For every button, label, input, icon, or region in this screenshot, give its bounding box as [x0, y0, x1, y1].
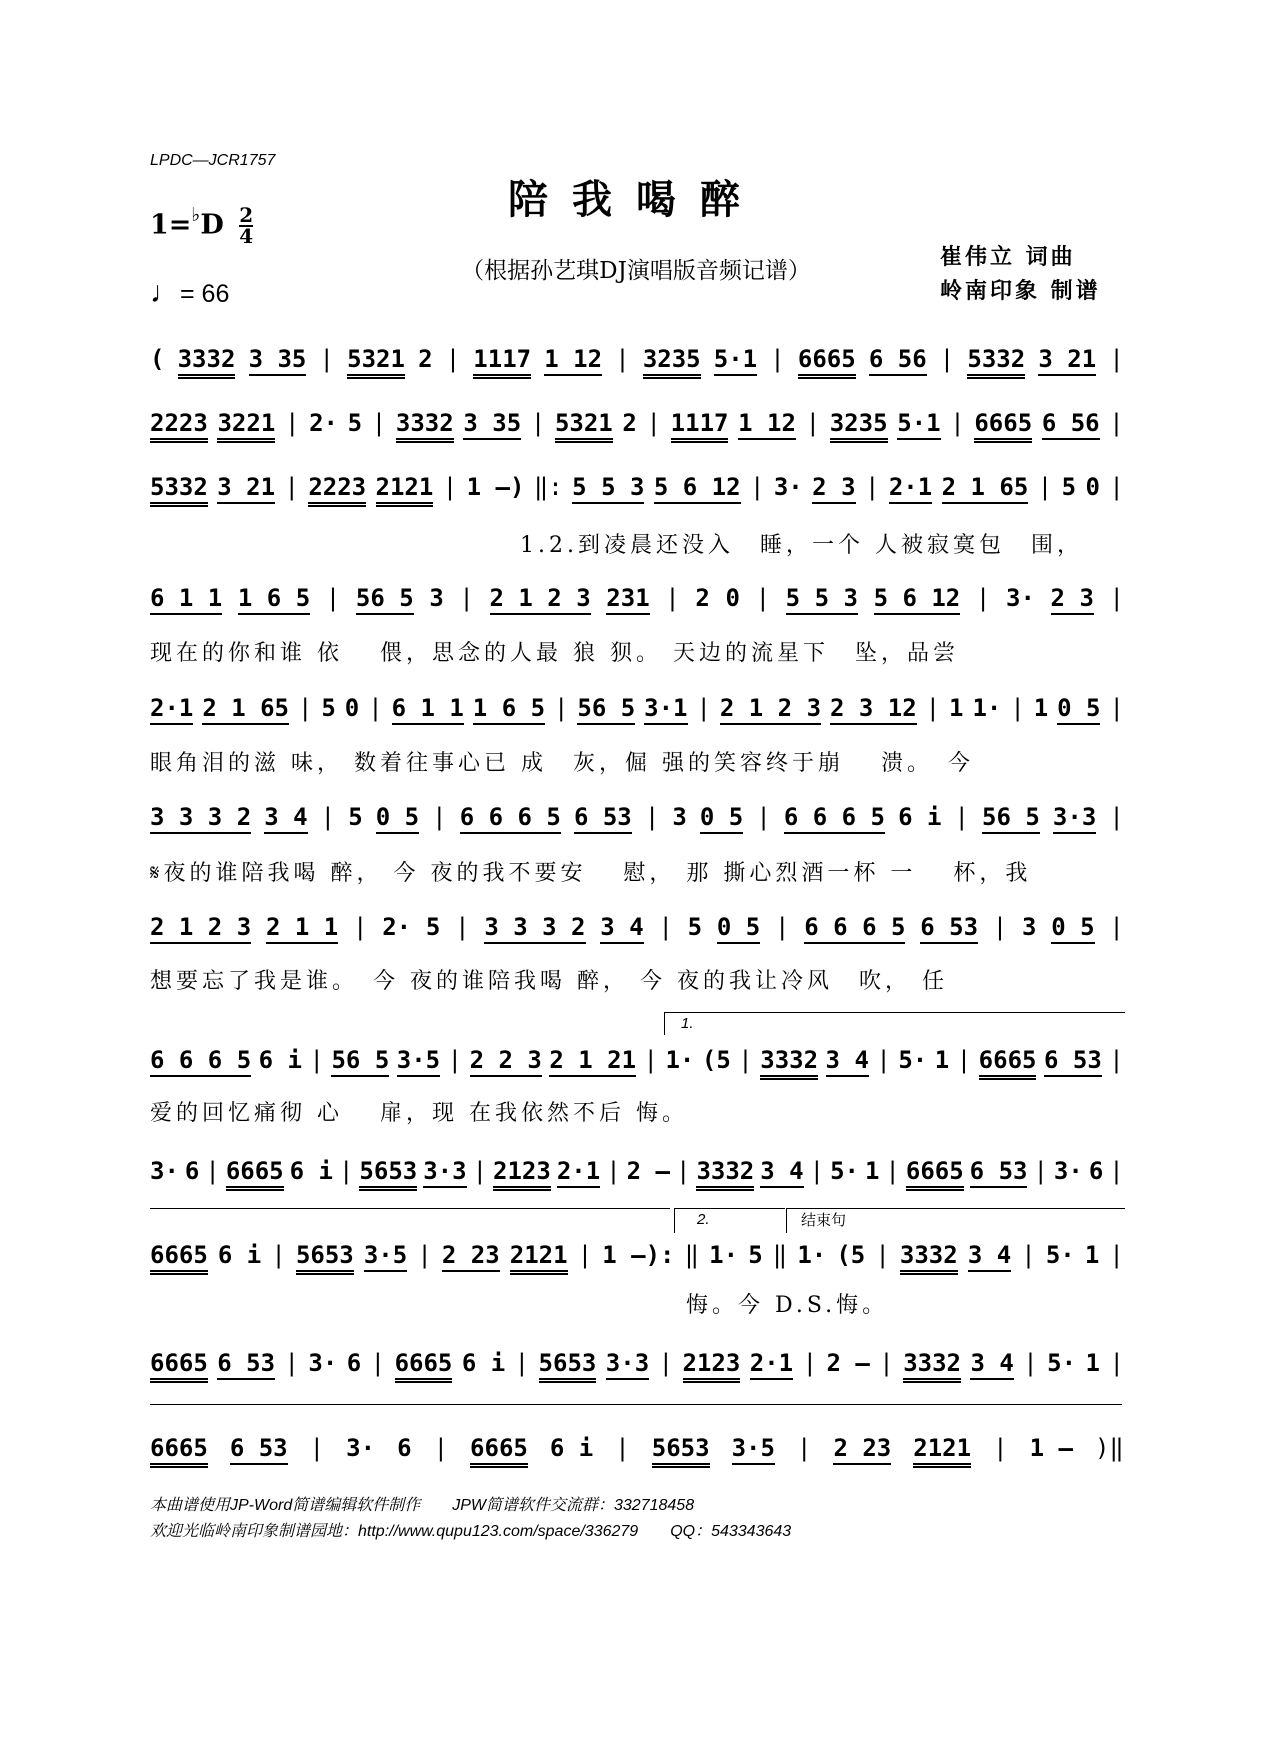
note-group: 6665 — [470, 1434, 528, 1468]
note: 2 — [622, 409, 637, 437]
note: 3· — [1053, 1157, 1083, 1185]
note-group: 1 6 5 — [238, 584, 310, 615]
barline: | — [646, 409, 661, 437]
note: 3· — [308, 1349, 338, 1377]
note-group: 2 2 3 — [470, 1046, 542, 1077]
barline: | — [325, 584, 341, 612]
note-group: 3332 — [178, 345, 236, 379]
barline: | — [615, 1434, 630, 1462]
note-group: 5 5 3 — [786, 584, 858, 615]
arranger-credit: 岭南印象 制谱 — [940, 278, 1101, 304]
note: 1 –) — [466, 473, 525, 501]
barline: | — [606, 1157, 621, 1185]
note-group: 5332 — [150, 473, 208, 507]
ending-bracket — [786, 1208, 1125, 1233]
volta-first-label: 1. — [681, 1015, 694, 1032]
note-group: 3 4 — [264, 803, 307, 834]
note: 5 — [348, 803, 363, 831]
note-group: 3332 — [396, 409, 454, 443]
note: 6 — [184, 1157, 200, 1185]
barline: | — [417, 1241, 432, 1269]
note: 5· — [898, 1046, 928, 1074]
note-group: 2·1 — [150, 694, 193, 725]
barline: | — [1021, 1241, 1036, 1269]
barline: | — [577, 1241, 593, 1269]
note-group: 3·3 — [423, 1157, 466, 1188]
note-group: 3221 — [217, 409, 275, 443]
note-group: 1117 — [473, 345, 531, 379]
barline: | — [472, 1157, 488, 1185]
barline: | — [297, 694, 313, 722]
barline: | — [756, 803, 771, 831]
note: 3 — [672, 803, 687, 831]
note: 1· — [665, 1046, 695, 1074]
note: 1 – — [1029, 1434, 1073, 1462]
note-group: 2·1 — [889, 473, 932, 504]
note-group: 231 — [606, 584, 649, 615]
barline: | — [954, 803, 969, 831]
note-group: 5 5 3 — [572, 473, 644, 504]
note-group: 3 4 — [970, 1349, 1013, 1380]
barline: | — [696, 694, 711, 722]
note: 5· — [1047, 1349, 1077, 1377]
barline: | — [658, 913, 673, 941]
note-group: 6 53 — [574, 803, 632, 834]
lyric-line: 悔。今 D.S.悔。 — [686, 1293, 889, 1318]
barline: | — [1109, 1349, 1124, 1377]
note-group: 2 1 65 — [202, 694, 289, 725]
note: 6 i — [461, 1349, 506, 1377]
note-group: 0 5 — [700, 803, 743, 834]
note-group: 3 4 — [600, 913, 643, 944]
note-group: 3 4 — [826, 1046, 869, 1077]
note-group: 5 6 12 — [654, 473, 741, 504]
note: 1 — [934, 1046, 950, 1074]
note-group: 3332 — [696, 1157, 754, 1191]
note-group: 6 53 — [970, 1157, 1028, 1188]
note-group: 5653 — [652, 1434, 710, 1468]
note-group: 3332 — [903, 1349, 961, 1383]
note-group: 2223 — [150, 409, 208, 443]
note: 1 — [1033, 694, 1049, 722]
note-group: 2223 — [308, 473, 366, 507]
note-group: 6 1 1 — [392, 694, 464, 725]
note: 1· — [797, 1241, 827, 1269]
note-group: 3235 — [643, 345, 701, 379]
barline: | — [554, 694, 569, 722]
lyricist-credit: 崔伟立 词曲 — [940, 244, 1076, 270]
barline: | — [284, 409, 300, 437]
note-group: 1 12 — [738, 409, 796, 440]
barline: | — [1010, 694, 1025, 722]
barline: | — [514, 1349, 530, 1377]
note-group: 6665 — [979, 1046, 1037, 1080]
note-group: 3 4 — [968, 1241, 1011, 1272]
barline: | — [992, 913, 1008, 941]
note: 1 — [949, 694, 964, 722]
barline: | — [775, 913, 790, 941]
barline: | — [643, 1046, 658, 1074]
music-row — [150, 345, 1124, 411]
barline: | — [956, 1046, 972, 1074]
note-group: 2 1 65 — [942, 473, 1029, 504]
barline: | — [338, 1157, 354, 1185]
note: 0 — [344, 694, 360, 722]
footer-line-2: 欢迎光临岭南印象制谱园地：http://www.qupu123.com/space/336279 QQ：543343643 — [150, 1523, 792, 1540]
note: 3· — [346, 1434, 376, 1462]
note-group: 0 5 — [1051, 913, 1094, 944]
barline: | — [665, 584, 680, 612]
subtitle: （根据孙艺琪DJ演唱版音频记谱） — [461, 258, 811, 284]
barline: | — [368, 694, 383, 722]
note-group: 3 3 3 2 — [484, 913, 585, 944]
note-group: 3·3 — [606, 1349, 649, 1380]
barline: | — [1109, 1241, 1124, 1269]
barline: | — [309, 1434, 325, 1462]
note: 0 — [1085, 473, 1100, 501]
barline: | — [939, 345, 955, 373]
barline: | — [433, 1434, 449, 1462]
note-group: 5·1 — [714, 345, 757, 376]
ending-continuation — [150, 1404, 1122, 1405]
note-group: 3 35 — [463, 409, 521, 440]
note-group: 6 6 6 5 — [460, 803, 561, 834]
barline: | — [770, 345, 785, 373]
note-group: 5321 — [347, 345, 405, 379]
note: 6 i — [898, 803, 942, 831]
note-group: 6 53 — [920, 913, 978, 944]
barline: | — [447, 1046, 463, 1074]
note-group: 6665 — [974, 409, 1032, 443]
note: 6 — [1088, 1157, 1104, 1185]
note-group: 3 21 — [1038, 345, 1096, 376]
note: 6 — [346, 1349, 362, 1377]
music-row — [150, 1349, 1124, 1415]
barline: | — [320, 803, 336, 831]
note-group: 2·1 — [557, 1157, 600, 1188]
barline: | — [975, 584, 991, 612]
note-group: 6665 — [798, 345, 856, 379]
note-group: 6665 — [395, 1349, 453, 1383]
volta-second — [674, 1208, 785, 1233]
note: 6 i — [217, 1241, 262, 1269]
note: 5 — [687, 913, 703, 941]
barline: | — [809, 1157, 825, 1185]
note: 2 – — [826, 1349, 870, 1377]
note-group: 2 3 — [812, 473, 855, 504]
note: 2· — [309, 409, 338, 437]
music-row — [150, 1434, 1124, 1500]
footer-line-1: 本曲谱使用JP-Word简谱编辑软件制作 JPW简谱软件交流群：332718458 — [150, 1497, 695, 1514]
note: 5· — [830, 1157, 859, 1185]
note-group: 2123 — [493, 1157, 551, 1191]
note-group: 6 56 — [1042, 409, 1100, 440]
lyric-line: 1.2.到凌晨还没入 睡，一个 人被寂寞包 围， — [520, 533, 1083, 558]
barline: | — [459, 584, 474, 612]
key-note: D — [200, 209, 224, 241]
note-group: 2 1 2 3 — [490, 584, 591, 615]
lyric-line: 想要忘了我是谁。 今 夜的谁陪我喝 醉， 今 夜的我让冷风 吹， 任 — [150, 969, 948, 994]
time-denominator: 4 — [239, 224, 254, 248]
note-group: 2 3 — [1051, 584, 1094, 615]
note-group: 5321 — [555, 409, 613, 443]
barline: ‖ — [684, 1241, 700, 1269]
barline: | — [875, 1241, 890, 1269]
note-group: 3 4 — [760, 1157, 803, 1188]
note-group: 6 53 — [1044, 1046, 1102, 1077]
time-numerator: 2 — [239, 203, 254, 227]
barline: | — [1109, 473, 1124, 501]
note-group: 5653 — [296, 1241, 354, 1275]
barline: | — [802, 1349, 818, 1377]
note: 3· — [1006, 584, 1035, 612]
lyric-line: 𝄋夜的谁陪我喝 醉， 今 夜的我不要安 慰， 那 撕心烈酒一杯 一 杯，我 — [150, 861, 1032, 886]
note: 2 – — [626, 1157, 670, 1185]
barline: | — [284, 1349, 299, 1377]
barline: | — [1109, 1157, 1124, 1185]
note-group: 3·5 — [364, 1241, 407, 1272]
lyric-line: 眼角泪的滋 味， 数着往事心已 成 灰，倔 强的笑容终于崩 溃。 今 — [150, 751, 974, 776]
barline: | — [284, 473, 299, 501]
note-group: 1117 — [671, 409, 729, 443]
note: 2· — [382, 913, 412, 941]
barline: | — [925, 694, 941, 722]
key-signature — [150, 203, 254, 248]
barline: | — [676, 1157, 691, 1185]
note-group: 56 5 — [982, 803, 1040, 834]
barline: | — [755, 584, 771, 612]
barline: | — [749, 473, 765, 501]
note-group: 5653 — [539, 1349, 597, 1383]
note-group: 3·1 — [644, 694, 687, 725]
note-group: 6665 — [150, 1241, 208, 1275]
barline: | — [1109, 409, 1124, 437]
barline: ‖ — [772, 1241, 788, 1269]
song-title: 陪我喝醉 — [508, 176, 764, 223]
note: 3· — [150, 1157, 179, 1185]
time-signature — [239, 203, 254, 248]
note-group: 3·3 — [1053, 803, 1096, 834]
flat-icon: ♭ — [191, 203, 201, 226]
barline: | — [319, 345, 334, 373]
note: 6 i — [289, 1157, 333, 1185]
note-group: 56 5 — [331, 1046, 389, 1077]
note-group: 2 1 2 3 — [150, 913, 251, 944]
barline: | — [1109, 913, 1124, 941]
note: 5 — [748, 1241, 763, 1269]
note: 5 — [1061, 473, 1077, 501]
note-group: 6 53 — [230, 1434, 288, 1465]
note-group: 3332 — [900, 1241, 958, 1275]
note-group: 56 5 — [356, 584, 414, 615]
note: 3 — [1022, 913, 1037, 941]
note: ( — [150, 345, 165, 373]
note: 6 i — [258, 1046, 303, 1074]
note-group: 2 1 21 — [549, 1046, 636, 1077]
score-code: LPDC—JCR1757 — [150, 152, 276, 169]
note-group: 2121 — [510, 1241, 568, 1275]
barline: | — [1109, 1046, 1124, 1074]
note: 0 — [725, 584, 740, 612]
note-group: 2121 — [376, 473, 434, 507]
note: 1· — [709, 1241, 739, 1269]
note-group: 5332 — [967, 345, 1025, 379]
note-group: 2 1 1 — [266, 913, 338, 944]
tempo-value: = 66 — [180, 280, 230, 308]
note-group: 6 6 6 5 — [804, 913, 905, 944]
barline: | — [950, 409, 965, 437]
lyric-line: 现在的你和谁 依 偎，思念的人最 狼 狈。 天边的流星下 坠，品尝 — [150, 641, 959, 666]
barline: | — [1109, 584, 1124, 612]
note-group: 6665 — [906, 1157, 964, 1191]
note-group: 5 6 12 — [874, 584, 961, 615]
barline: | — [352, 913, 368, 941]
note: 5 — [425, 913, 441, 941]
note-group: 3 35 — [249, 345, 307, 376]
barline: ‖: — [533, 473, 563, 501]
note-group: 2 3 12 — [830, 694, 917, 725]
note: 1 — [1084, 1241, 1100, 1269]
note-group: 3·5 — [732, 1434, 775, 1465]
note: (5 — [701, 1046, 731, 1074]
barline: | — [442, 473, 458, 501]
ending-label: 结束句 — [801, 1212, 847, 1229]
barline: | — [879, 1349, 894, 1377]
volta-first-continuation — [150, 1208, 670, 1209]
barline: )‖ — [1094, 1434, 1124, 1462]
barline: | — [993, 1434, 1008, 1462]
note-group: 3332 — [760, 1046, 818, 1080]
note-group: 6 56 — [869, 345, 927, 376]
barline: | — [615, 345, 630, 373]
note: 6 i — [549, 1434, 594, 1462]
note-group: 6 53 — [217, 1349, 275, 1380]
note: 3 — [429, 584, 444, 612]
note-group: 6 6 6 5 — [150, 1046, 251, 1077]
note-group: 2 23 — [833, 1434, 891, 1465]
lyric-line: 爱的回忆痛彻 心 扉，现 在我依然不后 悔。 — [150, 1101, 688, 1126]
quarter-note-icon: ♩ — [150, 276, 180, 309]
note-group: 56 5 — [577, 694, 635, 725]
note-group: 5·1 — [897, 409, 940, 440]
note-group: 6665 — [150, 1434, 208, 1468]
note-group: 6 1 1 — [150, 584, 222, 615]
barline: | — [432, 803, 447, 831]
note: 5 — [321, 694, 336, 722]
barline: | — [876, 1046, 891, 1074]
barline: | — [644, 803, 660, 831]
note: 3· — [773, 473, 803, 501]
note: 1 –): — [602, 1241, 675, 1269]
key-prefix: 1= — [150, 209, 192, 241]
barline: | — [530, 409, 546, 437]
barline: | — [445, 345, 461, 373]
barline: | — [205, 1157, 220, 1185]
barline: | — [864, 473, 880, 501]
note-group: 5653 — [359, 1157, 417, 1191]
note-group: 2 23 — [442, 1241, 500, 1272]
barline: | — [371, 409, 387, 437]
note: 2 — [695, 584, 710, 612]
note-group: 3 3 3 2 — [150, 803, 251, 834]
volta-second-label: 2. — [697, 1211, 710, 1228]
barline: | — [1037, 473, 1053, 501]
barline: | — [455, 913, 470, 941]
note-group: 2121 — [913, 1434, 971, 1468]
note-group: 3235 — [830, 409, 888, 443]
barline: | — [796, 1434, 812, 1462]
note-group: 0 5 — [376, 803, 419, 834]
note: 6 — [397, 1434, 412, 1462]
barline: | — [1109, 694, 1124, 722]
barline: | — [370, 1349, 386, 1377]
music-row — [150, 409, 1124, 475]
note-group: 1 6 5 — [473, 694, 545, 725]
barline: | — [1109, 345, 1124, 373]
note-group: 2·1 — [750, 1349, 793, 1380]
note-group: 6665 — [226, 1157, 284, 1191]
note-group: 6665 — [150, 1349, 208, 1383]
note: 2 — [418, 345, 433, 373]
barline: | — [1109, 803, 1124, 831]
note-group: 3 21 — [217, 473, 275, 504]
barline: | — [1033, 1157, 1048, 1185]
note: 1 — [864, 1157, 880, 1185]
barline: | — [309, 1046, 324, 1074]
note-group: 1 12 — [544, 345, 602, 376]
barline: | — [1023, 1349, 1038, 1377]
note-group: 0 5 — [717, 913, 760, 944]
note: 5· — [1045, 1241, 1075, 1269]
note-group: 3·5 — [397, 1046, 440, 1077]
barline: | — [271, 1241, 286, 1269]
note-group: 2123 — [683, 1349, 741, 1383]
note: 5 — [347, 409, 363, 437]
note: (5 — [836, 1241, 866, 1269]
barline: | — [738, 1046, 753, 1074]
note: 1 — [1085, 1349, 1100, 1377]
barline: | — [658, 1349, 674, 1377]
volta-first — [664, 1012, 1125, 1035]
barline: | — [885, 1157, 900, 1185]
note-group: 0 5 — [1057, 694, 1100, 725]
barline: | — [805, 409, 821, 437]
note: 1· — [972, 694, 1002, 722]
note-group: 2 1 2 3 — [720, 694, 821, 725]
note-group: 6 6 6 5 — [784, 803, 885, 834]
